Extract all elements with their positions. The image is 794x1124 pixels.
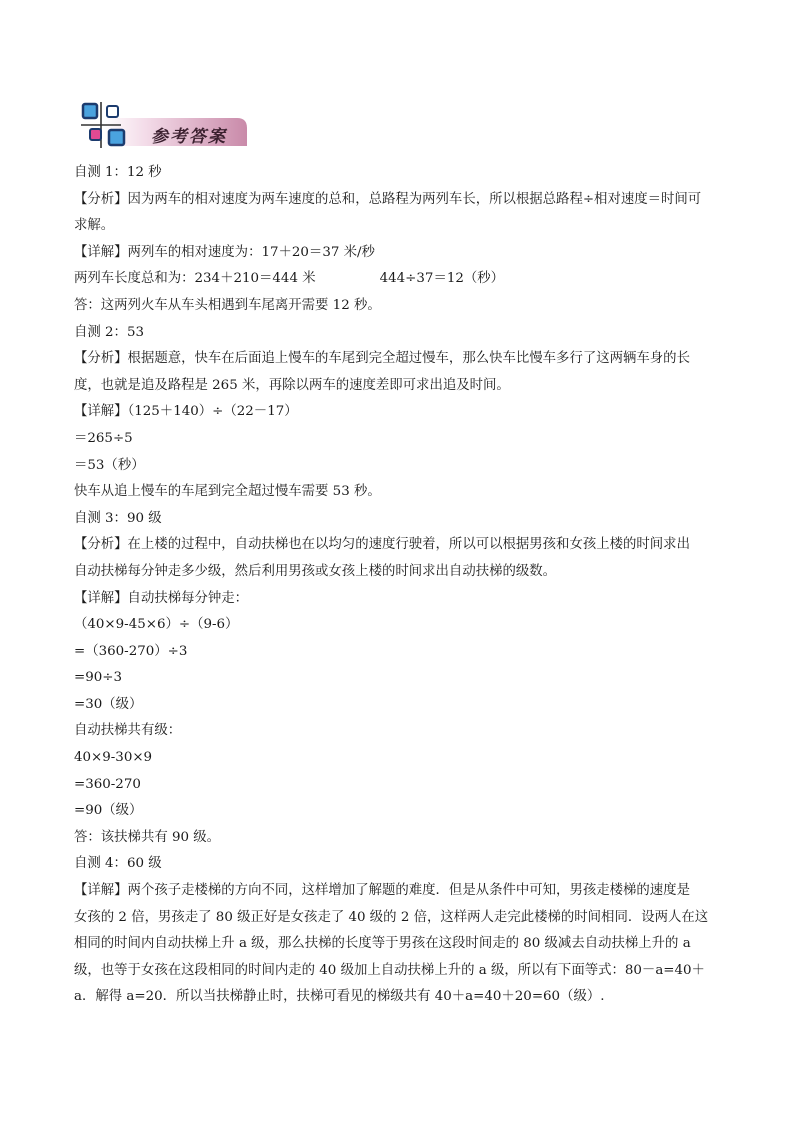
- answer-3-step-7: =90（级）: [74, 803, 143, 819]
- answer-3-step-6: =360-270: [74, 776, 141, 792]
- answer-3-step-3: =90÷3: [74, 670, 122, 686]
- answer-1-analysis-cont: 求解。: [74, 218, 115, 234]
- answer-3-step-5: 40×9-30×9: [74, 750, 153, 766]
- answer-3-step-4: =30（级）: [74, 696, 143, 712]
- section-title: 参考答案: [151, 127, 227, 147]
- answer-4-detail-4: 级，也等于女孩在这段相同的时间内走的 40 级加上自动扶梯上升的 a 级，所以有下面等式：80－a=40＋: [74, 962, 705, 978]
- answer-4-title: 自测 4：60 级: [74, 856, 162, 872]
- answer-4-detail-1: 【详解】两个孩子走楼梯的方向不同，这样增加了解题的难度．但是从条件中可知，男孩走楼梯的速度是: [74, 883, 690, 899]
- answer-1-title: 自测 1：12 秒: [74, 165, 162, 180]
- answer-4-detail-5: a．解得 a=20．所以当扶梯静止时，扶梯可看见的梯级共有 40＋a=40＋20=60（级）.: [74, 989, 605, 1005]
- answer-2-analysis: 【分析】根据题意，快车在后面追上慢车的车尾到完全超过慢车，那么快车比慢车多行了这两辆车身的长: [74, 351, 690, 367]
- answer-3-analysis-cont: 自动扶梯每分钟走多少级，然后利用男孩或女孩上楼的时间求出自动扶梯的级数。: [74, 563, 557, 579]
- answer-4-detail-3: 相同的时间内自动扶梯上升 a 级，那么扶梯的长度等于男孩在这段时间走的 80 级减去自动扶梯上升的 a: [74, 936, 691, 952]
- section-header: [77, 98, 247, 154]
- answer-1-detail-line: [74, 266, 734, 293]
- answer-2-title: 自测 2：53: [74, 324, 144, 340]
- answer-1-detail: 【详解】两列车的相对速度为：17＋20＝37 米/秒: [74, 244, 375, 260]
- answer-3-step-2: =（360-270）÷3: [74, 643, 188, 659]
- answer-1-analysis: 【分析】因为两车的相对速度为两车速度的总和，总路程为两列车长，所以根据总路程÷相对速度＝时间可: [74, 191, 702, 207]
- answer-1-length-sum: 两列车长度总和为：234＋210＝444 米: [74, 271, 316, 287]
- answer-3-title: 自测 3：90 级: [74, 510, 162, 526]
- answer-1-conclusion: 答：这两列火车从车头相遇到车尾离开需要 12 秒。: [74, 297, 381, 313]
- answer-2-detail: 【详解】（125＋140）÷（22－17）: [74, 404, 298, 420]
- answer-2-analysis-cont: 度，也就是追及路程是 265 米，再除以两车的速度差即可求出追及时间。: [74, 377, 510, 393]
- answer-2-step-1: ＝265÷5: [74, 430, 133, 446]
- answer-2-step-2: ＝53（秒）: [74, 457, 145, 473]
- answer-3-step-1: （40×9-45×6）÷（9-6）: [74, 617, 239, 633]
- answer-3-subtitle: 自动扶梯共有级：: [74, 723, 182, 739]
- answer-content: [74, 160, 734, 1011]
- answer-3-conclusion: 答：该扶梯共有 90 级。: [74, 829, 221, 845]
- answer-4-detail-2: 女孩的 2 倍，男孩走了 80 级正好是女孩走了 40 级的 2 倍，这样两人走完此楼梯的时间相同．设两人在这: [74, 909, 709, 925]
- answer-2-conclusion: 快车从追上慢车的车尾到完全超过慢车需要 53 秒。: [74, 484, 381, 500]
- answer-3-detail: 【详解】自动扶梯每分钟走：: [74, 590, 249, 606]
- answer-3-analysis: 【分析】在上楼的过程中，自动扶梯也在以均匀的速度行驶着，所以可以根据男孩和女孩上楼的时间求出: [74, 537, 690, 553]
- answer-1-division: 444÷37＝12（秒）: [379, 271, 505, 287]
